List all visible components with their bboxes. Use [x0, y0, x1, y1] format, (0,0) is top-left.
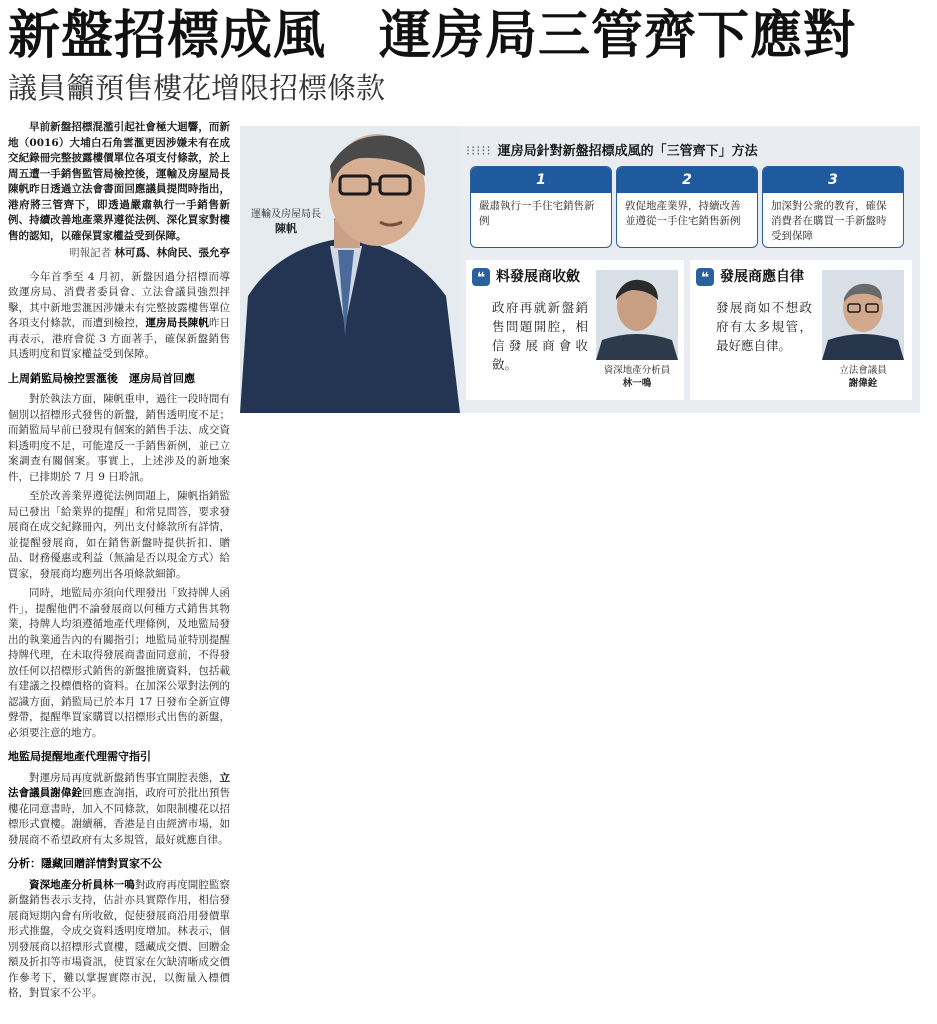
quote-icon: ❝	[472, 268, 490, 286]
paragraph-6-b: 對政府再度開腔監察新盤銷售表示支持，估計亦具實際作用，相信發展商短期內會有所收斂，促使發展商沿用發價單形式推盤，令成交資料透明度增加。林表示，個別發展商以招標形式賣樓，隱藏成交價、回贈金額及折扣等市場資訊，使買家在欠缺清晰成交價作參考下，難以掌握實際市況，以衡量入標價格，對買家不公平。	[8, 878, 231, 999]
method-card-2	[616, 166, 758, 248]
headline: 新盤招標成風 運房局三管齊下應對	[8, 6, 857, 66]
quote-box-legislator-heading	[696, 266, 804, 286]
infographic-title	[466, 140, 758, 159]
method-card-3	[762, 166, 904, 248]
paragraph-1-a: 今年首季至 4 月初，新盤因過分招標而導致運房局、消費者委員會、立法會議員強烈抨擊，其中新地雲滙因涉嫌未有完整披露樓售單位各項支付條款，而遭到檢控，	[8, 270, 230, 329]
method-card-3-text: 加深對公衆的教育，確保消費者在購買一手新盤時受到保障	[771, 200, 887, 242]
dots-icon: ⁝⁝⁝⁝⁝	[466, 144, 492, 159]
section-heading-2: 地監局提醒地產代理需守指引	[8, 750, 151, 763]
method-card-2-text: 敦促地產業界，持續改善並遵從一手住宅銷售新例	[625, 200, 741, 227]
method-card-1-number: 1	[471, 167, 611, 193]
byline-names: 林可爲、林尙民、張允亭	[114, 247, 230, 259]
lead-paragraph: 早前新盤招標混濫引起社會極大迴響，而新地（0016）大埔白石角雲滙更因涉嫌未有在成交紀錄冊完整披露樓價單位各項支付條款，於上周五遭一手銷售監管局檢控後，運輸及房屋局長陳帆昨日透過立法會書面回應議員提問時指出，港府將三管齊下，即透過嚴肅執行一手銷售新例、持續改善地產業界遵從法例、深化買家對樓售的認知，以確保買家權益受到保障。	[8, 121, 230, 242]
subheadline: 議員籲預售樓花增限招標條款	[8, 71, 386, 105]
quote-analyst-text: 政府再就新盤銷售問題開腔，相信發展商會收斂。	[492, 300, 588, 372]
infographic	[240, 126, 920, 413]
method-card-2-number: 2	[617, 167, 757, 193]
method-card-1-text: 嚴肅執行一手住宅銷售新例	[479, 200, 595, 227]
quote-legislator-heading-text: 發展商應自律	[720, 269, 804, 285]
analyst-caption	[592, 364, 682, 390]
paragraph-1-b: 昨日再表示，港府會從 3 方面著手，確保新盤銷售具透明度和買家權益受到保障。	[8, 317, 231, 360]
section-heading-3: 分析：隱藏回贈詳情對買家不公	[8, 857, 162, 870]
quote-legislator-text: 發展商如不想政府有太多規管，最好應自律。	[716, 300, 812, 353]
quote-box-legislator	[690, 260, 912, 400]
legislator-photo	[822, 270, 904, 360]
paragraph-1	[8, 270, 230, 363]
byline	[8, 246, 230, 262]
quote-box-analyst	[466, 260, 684, 400]
minister-caption	[246, 208, 326, 236]
byline-prefix: 明報記者	[69, 247, 112, 259]
paragraph-5-a: 對運房局再度就新盤銷售事宜開腔表態，	[29, 771, 220, 784]
method-card-3-number: 3	[763, 167, 903, 193]
minister-name: 陳帆	[275, 222, 297, 235]
method-card-1	[470, 166, 612, 248]
minister-photo	[240, 126, 460, 413]
paragraph-2: 對於執法方面，陳帆重申，過往一段時間有個別以招標形式發售的新盤，銷售透明度不足；而銷監局早前已發現有個案的銷售手法、成交資料透明度不足，可能違反一手銷售新例，並已立案調查有關個案。事實上，上述涉及的新地案件，已排期於 7 月 9 日聆訊。	[8, 393, 230, 483]
paragraph-4: 同時，地監局亦須向代理發出「致持牌人函件」，提醒他們不論發展商以何種方式銷售其物業，持牌人均須遵循地產代理條例，及地監局發出的執業通告內的有關指引；地監局並特別提醒持牌代理，在未取得發展商書面同意前，不得發放任何以招標形式銷售的新盤推廣資料，包括載有建議之投標價格的資料。在加深公眾對法例的認識方面，銷監局已於本月 17 日發布全新宣傳聲帶，提醒準買家購買以招標形式出售的新盤，必須要注意的地方。	[8, 587, 230, 739]
quote-analyst-heading-text: 料發展商收斂	[496, 269, 580, 285]
paragraph-6	[8, 878, 230, 1002]
paragraph-5-b: 回應查詢指，政府可於批出預售樓花同意書時，加入不同條款，如限制樓花以招標形式賣樓。謝續稱，香港是自由經濟市場，如發展商不希望政府有太多規管，最好就應自律。	[8, 787, 231, 846]
quote-icon: ❝	[696, 268, 714, 286]
section-heading-1: 上周銷監局檢控雲滙後 運房局首回應	[8, 371, 195, 385]
analyst-role: 資深地產分析員	[603, 365, 671, 376]
analyst-photo	[596, 270, 678, 360]
legislator-caption	[818, 364, 908, 390]
article-column	[8, 120, 230, 1006]
legislator-name: 謝偉銓	[848, 378, 878, 389]
paragraph-6-bold: 資深地產分析員林一鳴	[29, 878, 135, 891]
legislator-role: 立法會議員	[839, 365, 887, 376]
paragraph-3: 至於改善業界遵從法例問題上，陳帆指銷監局已發出「給業界的提醒」和常見問答，要求發展商在成交紀錄冊內，列出支付條款所有詳情，並提醒發展商，如在銷售新盤時提供折扣、贈品、財務優惠或利益（無論是否以現金方式）給買家，發展商均應列出各項條款細節。	[8, 490, 230, 580]
minister-role: 運輸及房屋局長	[251, 209, 321, 220]
paragraph-5-bold: 立法會議員謝偉銓	[8, 771, 230, 799]
infographic-title-text: 運房局針對新盤招標成風的「三管齊下」方法	[497, 144, 758, 159]
quote-box-analyst-heading	[472, 266, 580, 286]
paragraph-1-bold: 運房局長陳帆	[145, 317, 209, 329]
paragraph-5	[8, 771, 230, 849]
analyst-name: 林一鳴	[622, 378, 652, 389]
